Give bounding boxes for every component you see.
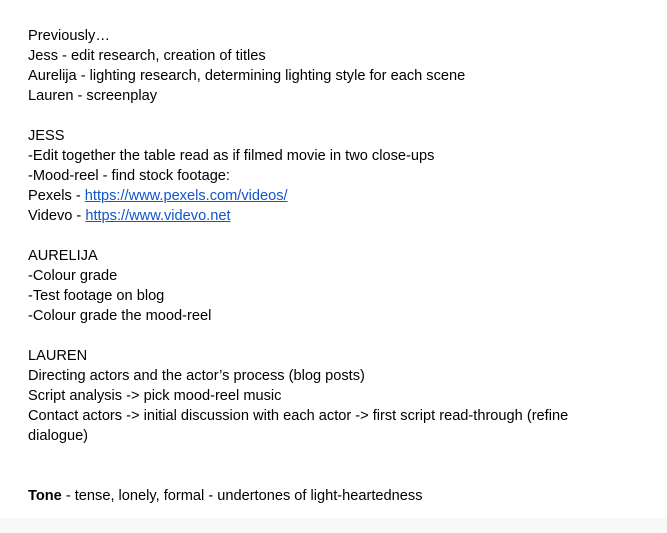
aurelija-item: -Test footage on blog [28,288,165,304]
blank-line [28,466,648,486]
aurelija-item: -Colour grade [28,268,118,284]
previously-item: Lauren - screenplay [28,88,157,104]
videvo-line [28,206,648,226]
previously-heading: Previously… [28,28,110,44]
lauren-item: Directing actors and the actor’s process (blog posts) [28,368,365,384]
previously-item: Aurelija - lighting research, determining lighting style for each scene [28,68,466,84]
jess-item: -Edit together the table read as if filmed movie in two close-ups [28,148,435,164]
lauren-item: Contact actors -> initial discussion with each actor -> first script read-through (refine dialogue) [28,408,573,444]
pexels-label: Pexels - [28,188,85,204]
aurelija-heading: AURELIJA [28,248,98,264]
page-footer-strip [0,518,667,533]
blank-line [28,446,648,466]
blank-line [28,106,648,126]
document-body [28,26,648,506]
pexels-line [28,186,648,206]
blank-line [28,326,648,346]
tone-text: - tense, lonely, formal - undertones of light-heartedness [61,488,423,504]
blank-line [28,226,648,246]
jess-item: -Mood-reel - find stock footage: [28,168,230,184]
tone-label: Tone [28,488,62,504]
jess-heading: JESS [28,128,65,144]
pexels-link[interactable]: https://www.pexels.com/videos/ [84,188,288,204]
videvo-label: Videvo - [28,208,86,224]
tone-line [28,486,648,506]
aurelija-item: -Colour grade the mood-reel [28,308,212,324]
lauren-item: Script analysis -> pick mood-reel music [28,388,282,404]
lauren-heading: LAUREN [28,348,88,364]
videvo-link[interactable]: https://www.videvo.net [85,208,231,224]
previously-item: Jess - edit research, creation of titles [28,48,266,64]
